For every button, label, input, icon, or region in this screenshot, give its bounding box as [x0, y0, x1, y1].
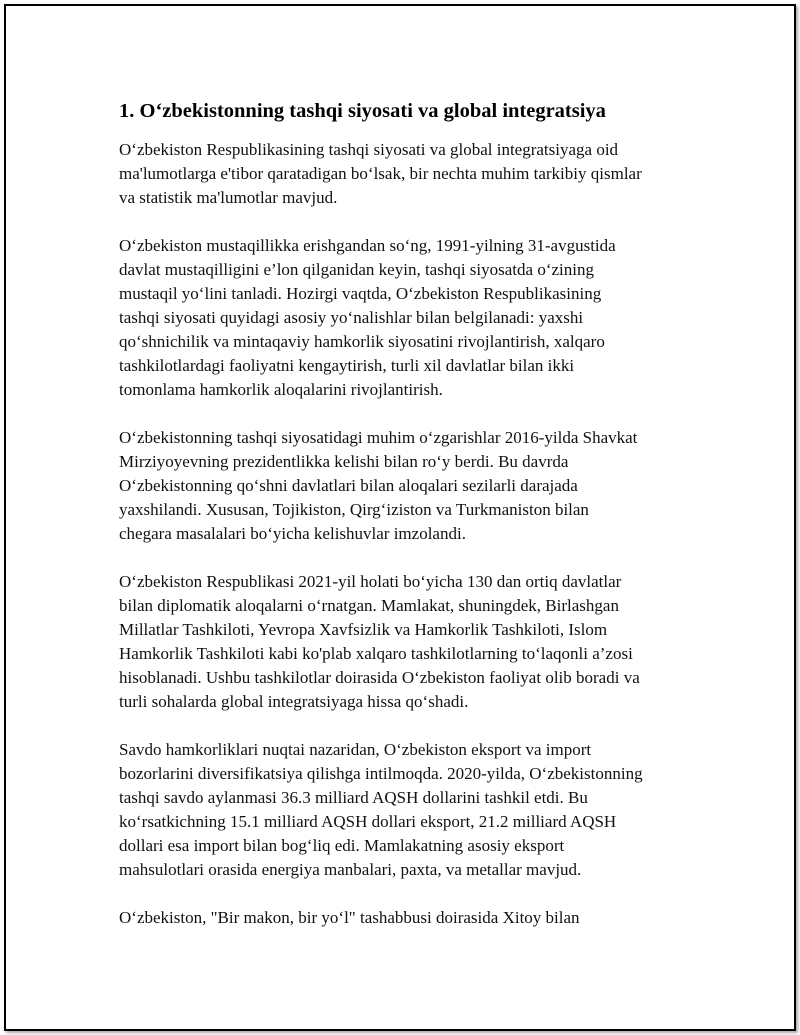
paragraph-2016-changes: O‘zbekistonning tashqi siyosatidagi muhim o‘zgarishlar 2016-yilda Shavkat Mirziyoyevning prezidentlikka kelishi bilan ro‘y berdi. Bu davrda O‘zbekistonning qo‘shni davlatlari bilan aloqalari sezilarli darajada yaxshilandi. Xususan, Tojikiston, Qirg‘iziston va Turkmaniston bilan chegara masalalari bo‘yicha kelishuvlar imzolandi. — [119, 428, 638, 543]
paragraph-belt-and-road: O‘zbekiston, "Bir makon, bir yo‘l" tashabbusi doirasida Xitoy bilan — [119, 908, 580, 927]
document-page — [4, 4, 796, 1031]
paragraph-diplomatic-relations: O‘zbekiston Respublikasi 2021-yil holati bo‘yicha 130 dan ortiq davlatlar bilan diplomatik aloqalarni o‘rnatgan. Mamlakat, shuningdek, Birlashgan Millatlar Tashkiloti, Yevropa Xavfsizlik va Hamkorlik Tashkiloti, Islom Hamkorlik Tashkiloti kabi ko'plab xalqaro tashkilotlarning to‘laqonli a’zosi hisoblanadi. Ushbu tashkilotlar doirasida O‘zbekiston faoliyat olib boradi va turli sohalarda global integratsiyaga hissa qo‘shadi. — [119, 572, 640, 711]
section-heading: 1. O‘zbekistonning tashqi siyosati va global integratsiya — [119, 100, 606, 122]
paragraph-independence: O‘zbekiston mustaqillikka erishgandan so‘ng, 1991-yilning 31-avgustida davlat mustaqilligini e’lon qilganidan keyin, tashqi siyosatda o‘zining mustaqil yo‘lini tanladi. Hozirgi vaqtda, O‘zbekiston Respublikasining tashqi siyosati quyidagi asosiy yo‘nalishlar bilan belgilanadi: yaxshi qo‘shnichilik va mintaqaviy hamkorlik siyosatini rivojlantirish, xalqaro tashkilotlardagi faoliyatni kengaytirish, turli xil davlatlar bilan ikki tomonlama hamkorlik aloqalarini rivojlantirish. — [119, 236, 616, 399]
paragraph-intro: O‘zbekiston Respublikasining tashqi siyosati va global integratsiyaga oid ma'lumotlarga e'tibor qaratadigan bo‘lsak, bir nechta muhim tarkibiy qismlar va statistik ma'lumotlar mavjud. — [119, 140, 642, 207]
paragraph-trade: Savdo hamkorliklari nuqtai nazaridan, O‘zbekiston eksport va import bozorlarini diversifikatsiya qilishga intilmoqda. 2020-yilda, O‘zbekistonning tashqi savdo aylanmasi 36.3 milliard AQSH dollarini tashkil etdi. Bu ko‘rsatkichning 15.1 milliard AQSH dollari eksport, 21.2 milliard AQSH dollari esa import bilan bog‘liq edi. Mamlakatning asosiy eksport mahsulotlari orasida energiya manbalari, paxta, va metallar mavjud. — [119, 740, 643, 879]
document-body — [119, 98, 709, 954]
